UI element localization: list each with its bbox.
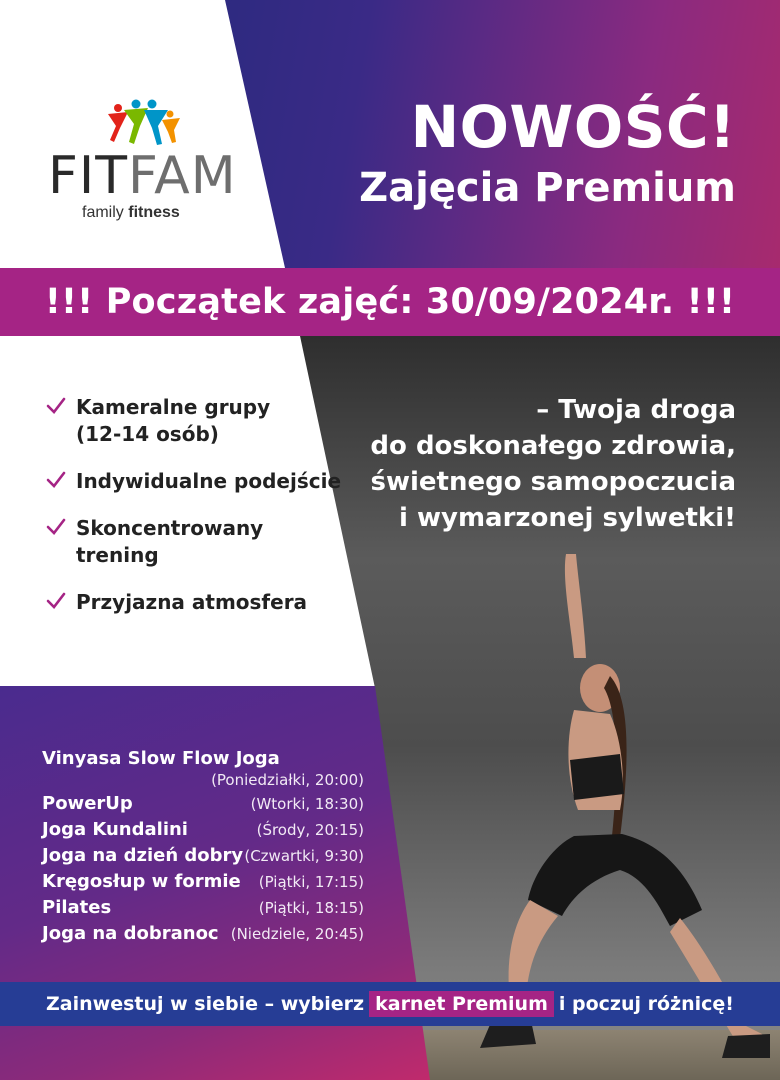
class-time: (Środy, 20:15) (256, 821, 364, 839)
class-time: (Niedziele, 20:45) (230, 925, 364, 943)
logo-tagline: family fitness (82, 204, 180, 221)
start-date-banner (0, 268, 780, 336)
family-figures-icon (104, 98, 184, 148)
class-name: Joga Kundalini (42, 819, 188, 840)
tagline: – Twoja droga do doskonałego zdrowia, świetnego samopoczucia i wymarzonej sylwetki! (370, 395, 736, 533)
woman-sports-bra (570, 754, 624, 800)
benefit-item: Przyjazna atmosfera (46, 589, 346, 616)
checkmark-icon (46, 591, 66, 611)
schedule-row (42, 845, 364, 871)
class-name: PowerUp (42, 793, 133, 814)
checkmark-icon (46, 517, 66, 537)
class-time: (Poniedziałki, 20:00) (211, 771, 364, 789)
class-time: (Wtorki, 18:30) (250, 795, 364, 813)
schedule-row (42, 923, 364, 949)
cta-highlight: karnet Premium (369, 991, 554, 1017)
start-date-text: !!! Początek zajęć: 30/09/2024r. !!! (44, 282, 736, 322)
benefits-list (46, 394, 346, 636)
class-name: Vinyasa Slow Flow Joga (42, 748, 280, 769)
logo-wordmark: FITFAM (48, 146, 237, 206)
call-to-action-bar (0, 982, 780, 1026)
schedule-row (42, 871, 364, 897)
class-schedule (42, 748, 364, 949)
checkmark-icon (46, 396, 66, 416)
class-time: (Piątki, 17:15) (258, 873, 364, 891)
schedule-row (42, 897, 364, 923)
schedule-row (42, 748, 364, 793)
headline (359, 92, 736, 214)
class-name: Joga na dzień dobry (42, 845, 244, 866)
class-time: (Piątki, 18:15) (258, 899, 364, 917)
woman-shorts (528, 834, 702, 926)
cta-text-after: i poczuj różnicę! (558, 993, 734, 1015)
class-time: (Czwartki, 9:30) (244, 847, 364, 865)
benefit-item: Indywidualne podejście (46, 468, 346, 495)
benefit-item: Skoncentrowany trening (46, 515, 346, 569)
class-name: Kręgosłup w formie (42, 871, 241, 892)
schedule-row (42, 793, 364, 819)
cta-text-before: Zainwestuj w siebie – wybierz (46, 993, 365, 1015)
schedule-row (42, 819, 364, 845)
woman-shoe-back (722, 1034, 770, 1058)
class-name: Pilates (42, 897, 112, 918)
class-name: Joga na dobranoc (42, 923, 219, 944)
headline-new: NOWOŚĆ! (410, 93, 736, 161)
checkmark-icon (46, 470, 66, 490)
headline-premium-classes: Zajęcia Premium (359, 165, 736, 211)
benefit-item: Kameralne grupy (12-14 osób) (46, 394, 346, 448)
woman-arm (565, 554, 586, 658)
